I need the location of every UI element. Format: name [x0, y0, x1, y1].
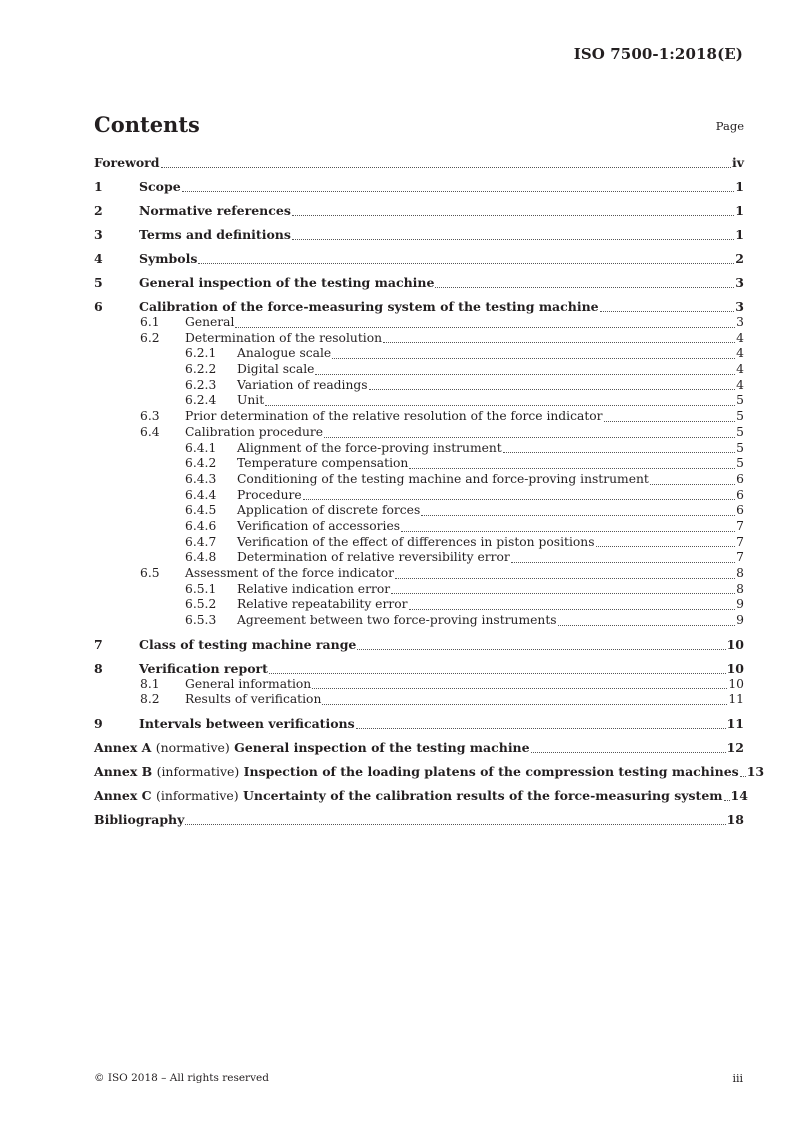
toc-entry-title[interactable]: Determination of the resolution [185, 330, 383, 345]
dot-leader [383, 342, 735, 343]
annex-type: (informative) [155, 788, 239, 804]
toc-entry-page: 5 [736, 409, 744, 424]
toc-entry-text [185, 315, 744, 331]
dot-leader [332, 358, 735, 359]
dot-leader [292, 215, 734, 216]
toc-entry-number: 6.4.2 [185, 456, 217, 471]
dot-leader [312, 688, 727, 689]
toc-entry[interactable] [94, 346, 744, 362]
toc-entry-number: 6.4.8 [185, 550, 217, 565]
toc-entry-page: 6 [736, 471, 744, 486]
dot-leader [409, 609, 736, 610]
toc-entry-text [237, 472, 744, 488]
toc-entry-text [94, 788, 748, 804]
toc-entry-number: 6.5.1 [185, 581, 217, 596]
toc-entry-title[interactable]: Scope [139, 179, 181, 194]
toc-entry-text [237, 503, 744, 519]
toc-entry-page: 1 [735, 227, 744, 242]
toc-entry-number: 6.5 [140, 566, 160, 580]
dot-leader [357, 649, 725, 650]
dot-leader [235, 327, 735, 328]
dot-leader [356, 728, 726, 729]
toc-entry-title[interactable]: General information [185, 676, 312, 691]
dot-leader [724, 800, 730, 801]
toc-entry-page: 11 [726, 716, 744, 732]
dot-leader [303, 499, 736, 500]
toc-entry-title[interactable]: Conditioning of the testing machine and force-proving instrument [237, 471, 649, 486]
toc-entry-text [139, 661, 744, 677]
toc-entry-number: 6.2.1 [185, 346, 217, 361]
toc-entry-page: 7 [736, 518, 744, 533]
toc-entry-text [94, 155, 744, 171]
toc-entry[interactable] [94, 456, 744, 472]
toc-entry-text [94, 740, 744, 756]
toc-entry-title[interactable]: Intervals between verifications [139, 716, 355, 732]
toc-entry-page: 3 [735, 275, 744, 290]
toc-entry-number: 6 [94, 299, 103, 314]
toc-entry-page: 1 [735, 203, 744, 218]
standard-identifier: ISO 7500-1:2018(E) [573, 45, 743, 63]
toc-entry-text [237, 550, 744, 566]
toc-entry-text [237, 597, 744, 613]
toc-entry-page: 8 [736, 581, 744, 596]
toc-entry-page: 6 [736, 487, 744, 502]
table-of-contents [94, 155, 765, 828]
toc-entry-title[interactable]: Symbols [139, 251, 198, 266]
toc-entry-page: 9 [736, 597, 744, 612]
toc-entry[interactable] [94, 716, 744, 732]
toc-entry-title[interactable] [94, 740, 530, 756]
toc-entry-text [237, 582, 744, 598]
annex-title: Inspection of the loading platens of the compression testing machines [243, 764, 739, 780]
toc-entry[interactable] [94, 597, 744, 613]
toc-entry[interactable] [94, 503, 744, 519]
toc-entry-title[interactable]: Temperature compensation [237, 456, 409, 471]
toc-entry-number: 6.1 [140, 315, 160, 329]
dot-leader [740, 776, 746, 777]
toc-entry-text [139, 203, 744, 219]
dot-leader [265, 405, 735, 406]
toc-entry-title[interactable]: Determination of relative reversibility error [237, 550, 510, 565]
toc-entry[interactable] [94, 362, 744, 378]
toc-entry-page: 3 [735, 299, 744, 314]
toc-entry[interactable] [94, 692, 744, 708]
toc-entry-text [139, 637, 744, 653]
toc-entry-number: 6.2.2 [185, 362, 217, 377]
toc-entry-title[interactable]: Digital scale [237, 362, 315, 377]
toc-entry[interactable] [94, 764, 765, 780]
dot-leader [401, 531, 735, 532]
toc-entry-number: 9 [94, 716, 103, 732]
toc-entry-number: 6.4.1 [185, 440, 217, 455]
toc-entry-number: 6.5.2 [185, 597, 217, 612]
toc-entry-text [237, 488, 744, 504]
annex-label: Annex B [94, 764, 153, 780]
toc-entry-title[interactable]: Class of testing machine range [139, 636, 357, 652]
dot-leader [292, 239, 734, 240]
page-column-label: Page [715, 119, 744, 133]
dot-leader [511, 562, 735, 563]
toc-entry-text [185, 692, 744, 708]
toc-entry[interactable] [94, 677, 744, 693]
dot-leader [161, 167, 731, 168]
toc-entry-text [185, 331, 744, 347]
dot-leader [182, 191, 735, 192]
dot-leader [324, 437, 735, 438]
toc-entry[interactable] [94, 582, 744, 598]
dot-leader [315, 374, 735, 375]
toc-entry-title[interactable]: Variation of readings [237, 377, 368, 392]
dot-leader [650, 484, 735, 485]
toc-entry-page: 18 [726, 812, 744, 828]
toc-entry-text [237, 378, 744, 394]
toc-entry-title[interactable]: General [185, 315, 235, 329]
toc-entry[interactable] [94, 613, 744, 629]
toc-entry-number: 6.3 [140, 409, 160, 424]
toc-entry-page: 9 [736, 613, 744, 628]
toc-entry-number: 4 [94, 251, 103, 266]
toc-entry[interactable] [94, 535, 744, 551]
toc-entry-page: 10 [726, 660, 744, 676]
toc-entry[interactable] [94, 299, 744, 315]
toc-entry-page: iv [731, 155, 744, 170]
toc-entry-page: 7 [736, 534, 744, 549]
toc-entry-title[interactable]: Prior determination of the relative resolution of the force indicator [185, 409, 603, 424]
toc-entry[interactable] [94, 566, 744, 582]
toc-entry[interactable] [94, 740, 744, 756]
toc-entry[interactable] [94, 441, 744, 457]
annex-type: (normative) [155, 740, 230, 756]
toc-entry-title[interactable]: Bibliography [94, 812, 185, 828]
toc-entry-page: 5 [736, 393, 744, 408]
toc-entry-title[interactable]: Results of verification [185, 692, 322, 707]
toc-entry[interactable] [94, 275, 744, 291]
toc-entry-text [185, 425, 744, 441]
toc-entry[interactable] [94, 488, 744, 504]
toc-entry[interactable] [94, 179, 744, 195]
dot-leader [531, 752, 726, 753]
dot-leader [395, 578, 735, 579]
toc-entry-text [237, 362, 744, 378]
dot-leader [421, 515, 735, 516]
toc-entry-page: 10 [728, 676, 744, 691]
toc-entry[interactable] [94, 393, 744, 409]
toc-entry-number: 1 [94, 179, 103, 194]
dot-leader [322, 704, 727, 705]
toc-entry[interactable] [94, 227, 744, 243]
toc-entry[interactable] [94, 378, 744, 394]
toc-entry[interactable] [94, 203, 744, 219]
toc-entry-title[interactable]: Terms and definitions [139, 227, 291, 242]
toc-entry-text [94, 764, 765, 780]
contents-heading-row [94, 112, 744, 142]
annex-label: Annex A [94, 740, 152, 756]
toc-entry-text [94, 812, 744, 828]
dot-leader [269, 673, 726, 674]
copyright-notice: © ISO 2018 – All rights reserved [94, 1072, 269, 1084]
toc-entry-number: 8.1 [140, 676, 160, 691]
dot-leader [558, 625, 736, 626]
toc-entry-title[interactable]: Verification of accessories [237, 518, 401, 533]
toc-entry-title[interactable]: Agreement between two force-proving instruments [237, 613, 557, 628]
toc-entry-title[interactable]: Relative indication error [237, 581, 391, 596]
toc-entry-text [237, 346, 744, 362]
toc-entry-text [139, 251, 744, 267]
toc-entry-number: 6.2.4 [185, 393, 217, 408]
toc-entry[interactable] [94, 519, 744, 535]
toc-entry-title[interactable]: Verification report [139, 660, 268, 676]
toc-entry-number: 6.4.5 [185, 503, 217, 518]
toc-entry-page: 13 [746, 764, 765, 780]
toc-entry-number: 6.5.3 [185, 613, 217, 628]
toc-entry[interactable] [94, 788, 748, 804]
toc-entry[interactable] [94, 315, 744, 331]
toc-entry-title[interactable]: Application of discrete forces [237, 503, 421, 518]
annex-type: (informative) [156, 764, 240, 780]
toc-entry-page: 5 [736, 424, 744, 439]
toc-entry-page: 4 [736, 377, 744, 392]
toc-entry-number: 5 [94, 275, 103, 290]
toc-entry-text [139, 716, 744, 732]
dot-leader [198, 263, 734, 264]
dot-leader [503, 452, 735, 453]
dot-leader [369, 389, 736, 390]
annex-title: Uncertainty of the calibration results of the force-measuring system [243, 788, 723, 804]
dot-leader [185, 824, 725, 825]
toc-entry[interactable] [94, 661, 744, 677]
toc-entry-number: 8 [94, 660, 103, 676]
toc-entry-text [237, 441, 744, 457]
toc-entry[interactable] [94, 251, 744, 267]
toc-entry-number: 6.4.7 [185, 534, 217, 549]
toc-entry[interactable] [94, 550, 744, 566]
toc-entry-number: 6.2 [140, 330, 160, 345]
toc-entry-title[interactable]: Verification of the effect of differences in piston positions [237, 534, 595, 549]
toc-entry-page: 1 [735, 179, 744, 194]
toc-entry-title[interactable] [94, 764, 739, 780]
toc-entry-number: 3 [94, 227, 103, 242]
toc-entry-number: 2 [94, 203, 103, 218]
toc-entry-page: 6 [736, 503, 744, 518]
toc-entry-text [139, 227, 744, 243]
toc-entry[interactable] [94, 331, 744, 347]
dot-leader [604, 421, 736, 422]
toc-entry-page: 4 [736, 346, 744, 361]
toc-entry-page: 2 [735, 251, 744, 266]
dot-leader [596, 546, 736, 547]
toc-entry-title[interactable]: Assessment of the force indicator [185, 566, 395, 580]
toc-entry-title[interactable]: Normative references [139, 203, 291, 218]
toc-entry-page: 10 [726, 636, 744, 652]
toc-entry-number: 7 [94, 636, 103, 652]
toc-entry-page: 12 [726, 740, 744, 756]
toc-entry-number: 6.4.4 [185, 487, 217, 502]
toc-entry-text [237, 393, 744, 409]
toc-entry[interactable] [94, 425, 744, 441]
toc-entry-number: 6.4.6 [185, 518, 217, 533]
toc-entry-text [185, 409, 744, 425]
toc-entry-title[interactable]: Analogue scale [237, 346, 332, 361]
toc-entry-title[interactable]: General inspection of the testing machine [139, 275, 435, 290]
page-number: iii [732, 1072, 743, 1085]
toc-entry-page: 7 [736, 550, 744, 565]
toc-entry[interactable] [94, 472, 744, 488]
toc-entry-title[interactable]: Procedure [237, 487, 302, 502]
toc-entry-page: 14 [730, 788, 748, 804]
toc-entry-text [185, 677, 744, 693]
toc-entry-title[interactable]: Foreword [94, 155, 160, 170]
dot-leader [600, 311, 735, 312]
toc-entry-text [237, 519, 744, 535]
toc-entry-page: 11 [728, 692, 744, 707]
toc-entry-text [139, 299, 744, 315]
toc-entry-title[interactable]: Alignment of the force-proving instrument [237, 440, 502, 455]
toc-entry[interactable] [94, 409, 744, 425]
toc-entry-page: 5 [736, 456, 744, 471]
toc-entry-page: 8 [736, 566, 744, 580]
dot-leader [391, 593, 735, 594]
toc-entry-number: 6.4 [140, 424, 160, 439]
toc-entry-page: 3 [736, 315, 744, 329]
toc-entry-title[interactable]: Unit [237, 393, 265, 408]
toc-entry-number: 6.2.3 [185, 377, 217, 392]
page-title: Contents [94, 112, 200, 137]
dot-leader [409, 468, 735, 469]
dot-leader [435, 287, 734, 288]
toc-entry-title[interactable]: Calibration of the force-measuring system of the testing machine [139, 299, 599, 314]
toc-entry-text [185, 566, 744, 582]
toc-entry-page: 4 [736, 330, 744, 345]
annex-label: Annex C [94, 788, 152, 804]
toc-entry[interactable] [94, 812, 744, 828]
toc-entry-text [237, 535, 744, 551]
toc-entry-number: 8.2 [140, 692, 160, 707]
toc-entry-text [237, 613, 744, 629]
toc-entry-number: 6.4.3 [185, 471, 217, 486]
toc-entry-text [139, 275, 744, 291]
toc-entry-text [237, 456, 744, 472]
toc-entry-title[interactable]: Calibration procedure [185, 424, 324, 439]
toc-entry-text [139, 179, 744, 195]
toc-entry-page: 4 [736, 362, 744, 377]
toc-entry[interactable] [94, 637, 744, 653]
toc-entry-title[interactable] [94, 788, 723, 804]
toc-entry-title[interactable]: Relative repeatability error [237, 597, 408, 612]
toc-entry[interactable] [94, 155, 744, 171]
annex-title: General inspection of the testing machine [234, 740, 530, 756]
toc-entry-page: 5 [736, 440, 744, 455]
